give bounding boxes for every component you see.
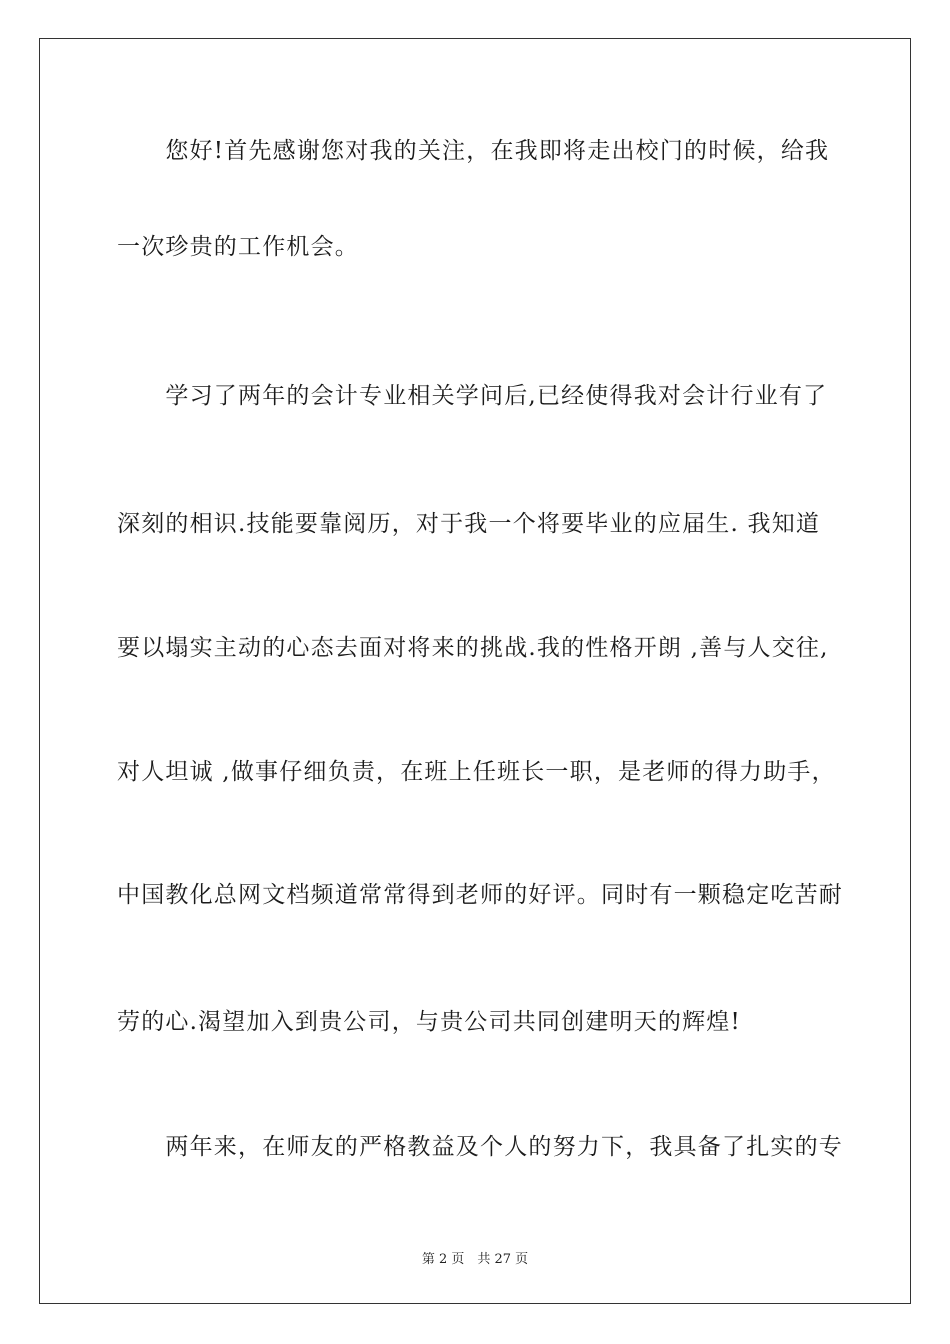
- text-line-6: 对人坦诚 ,做事仔细负责，在班上任班长一职，是老师的得力助手，: [117, 759, 836, 785]
- text-line-5: 要以塌实主动的心态去面对将来的挑战.我的性格开朗 ,善与人交往,: [117, 635, 829, 661]
- text-line-9: 两年来，在师友的严格教益及个人的努力下，我具备了扎实的专: [117, 1134, 843, 1160]
- text-line-3: 学习了两年的会计专业相关学问后,已经使得我对会计行业有了: [117, 383, 828, 409]
- text-line-8: 劳的心.渴望加入到贵公司，与贵公司共同创建明天的辉煌!: [117, 1009, 741, 1035]
- text-line-1: 您好!首先感谢您对我的关注，在我即将走出校门的时候，给我: [117, 138, 830, 164]
- text-line-2: 一次珍贵的工作机会。: [117, 234, 359, 260]
- page-number-footer: 第 2 页 共 27 页: [421, 1252, 529, 1267]
- text-line-7: 中国教化总网文档频道常常得到老师的好评。同时有一颗稳定吃苦耐: [117, 882, 843, 908]
- page-border: [39, 38, 911, 1304]
- text-line-4: 深刻的相识.技能要靠阅历，对于我一个将要毕业的应届生. 我知道: [117, 511, 821, 537]
